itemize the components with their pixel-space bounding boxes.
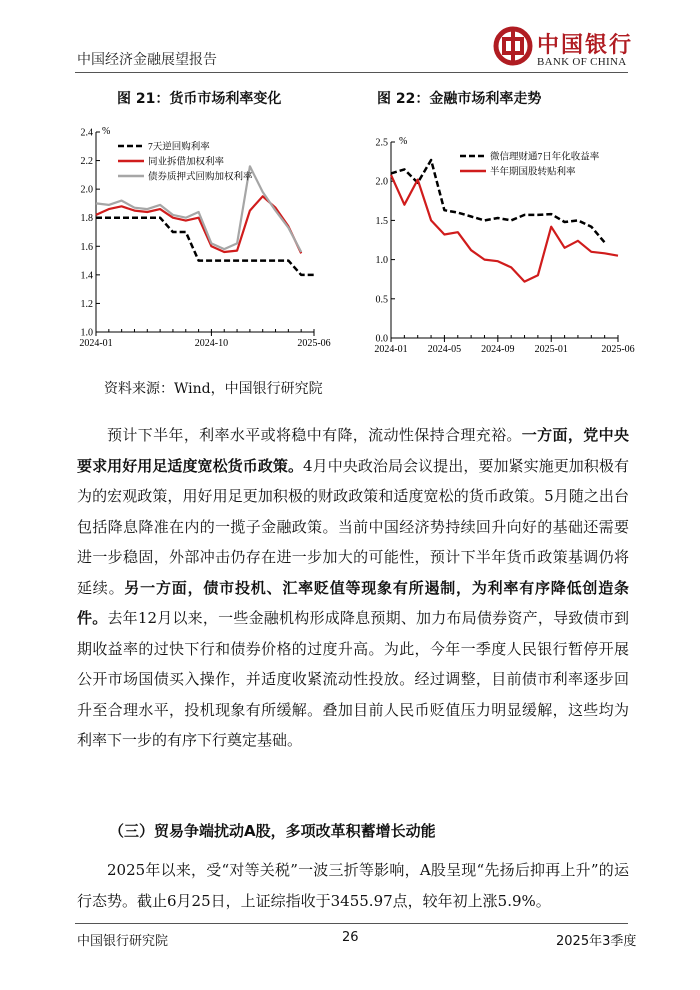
legend-label-0: 微信理财通7日年化收益率 [490,152,600,163]
p1-run-3: 4月中央政治局会议提出，要加紧实施更加积极有为的宏观政策，用好用足更加积极的财政政策和适度宽松的货币政策。5月随之出台包括降息降准在内的一揽子金融政策。当前中国经济势持续回升向好的基础还需要进一步稳固，外部冲击仍存在进一步加大的可能性，预计下半年货币政策基调仍将延续。 [77,456,629,597]
y-tick-label: 1.5 [375,215,388,227]
y-tick-label: 2.0 [375,176,388,188]
y-tick-label: 1.8 [80,213,93,225]
y-tick-label: 1.0 [80,327,93,339]
section-heading: （三）贸易争端扰动A股，多项改革积蓄增长动能 [109,822,436,840]
paragraph-interest-outlook [77,420,629,756]
footer-institute: 中国银行研究院 [77,934,169,949]
report-title: 中国经济金融展望报告 [77,52,217,68]
x-tick-label: 2024-09 [481,344,515,355]
y-unit-label: % [102,126,111,137]
legend-label-1: 同业拆借加权利率 [148,157,225,168]
y-tick-label: 1.6 [80,241,93,253]
x-tick-label: 2025-06 [601,344,635,355]
header-divider [75,72,628,73]
y-tick-label: 2.0 [80,184,93,196]
x-tick-label: 2025-01 [534,344,568,355]
page-number: 26 [342,930,359,945]
x-tick-label: 2024-10 [194,338,229,349]
x-tick-label: 2025-06 [297,338,331,349]
p1-run-2-bold: 一方面，党中央要求用好用足适度宽松货币政策。 [77,426,629,475]
paragraph-a-share: 2025年以来，受“对等关税”一波三折等影响，A股呈现“先扬后抑再上升”的运行态势。截止6月25日，上证综指收于3455.97点，较年初上涨5.9%。 [77,861,629,910]
p1-run-1: 预计下半年，利率水平或将稳中有降，流动性保持合理充裕。 [107,426,522,444]
logo-chinese-text: 中国银行 [537,32,634,58]
figure-21-title: 图 21：货币市场利率变化 [117,91,282,107]
y-tick-label: 2.5 [375,137,388,149]
y-tick-label: 1.4 [80,270,93,282]
legend-label-1: 半年期国股转贴利率 [490,167,576,178]
series-line-1 [391,175,618,282]
bank-logo [493,24,634,72]
boc-emblem-icon [493,26,533,66]
y-tick-label: 2.4 [80,127,93,139]
chart-financial-market-rates [360,120,635,370]
legend-label-0: 7天逆回购利率 [148,142,210,153]
y-unit-label: % [399,136,408,147]
figure-source: 资料来源：Wind，中国银行研究院 [104,381,323,397]
p1-run-4-bold: 另一方面，债市投机、汇率贬值等现象有所遏制，为利率有序降低创造条件。 [77,578,629,627]
footer-divider [75,923,628,924]
legend-label-2: 债券质押式回购加权利率 [148,172,253,183]
y-tick-label: 1.0 [375,255,388,267]
footer-quarter: 2025年3季度 [556,934,637,949]
x-tick-label: 2024-01 [79,338,113,349]
x-tick-label: 2024-05 [427,344,462,355]
logo-english-text: BANK OF CHINA [537,56,627,68]
p1-run-5: 去年12月以来，一些金融机构形成降息预期、加力布局债券资产，导致债市到期收益率的过快下行和债券价格的过度升高。为此，今年一季度人民银行暂停开展公开市场国债买入操作，并适度收紧流动性投放。经过调整，目前债市利率逐步回升至合理水平，投机现象有所缓解。叠加目前人民币贬值压力明显缓解，这些均为利率下一步的有序下行奠定基础。 [77,609,629,749]
figure-22-title: 图 22：金融市场利率走势 [377,91,542,107]
y-tick-label: 1.2 [80,298,93,310]
x-tick-label: 2024-01 [374,344,408,355]
y-tick-label: 2.2 [80,156,93,168]
y-tick-label: 0.0 [375,333,388,345]
chart-money-market-rates [70,120,331,370]
y-tick-label: 0.5 [375,294,388,306]
